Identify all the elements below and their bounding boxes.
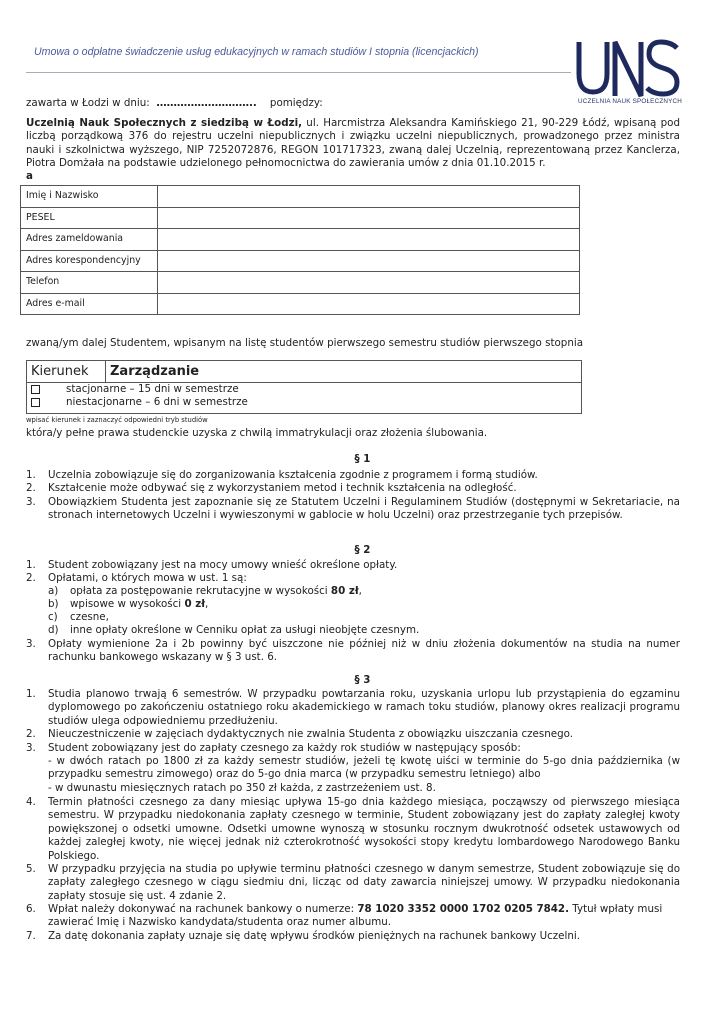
table-row: Adres korespondencyjny (21, 250, 580, 272)
date-line: zawarta w Łodzi w dniu: ……………………….. pomiędzy: (26, 97, 323, 109)
list-item: 2. Opłatami, o których mowa w ust. 1 są: (26, 572, 247, 584)
phone-field[interactable] (158, 272, 580, 294)
rights-line: która/y pełne prawa studenckie uzyska z chwilą immatrykulacji oraz złożenia ślubowania. (26, 427, 488, 439)
section-3-title: § 3 (354, 674, 371, 686)
list-item: - w dwóch ratach po 1800 zł za każdy semestr studiów, jeżeli tę kwotę uiści w terminie do 5-go dnia października (w przypadku semestru zimowego) oraz do 5-go dnia marca (w przypadku semestru letniego) albo (48, 755, 680, 781)
student-data-table (20, 185, 580, 315)
registered-address-field[interactable] (158, 229, 580, 251)
list-item: c) czesne, (48, 611, 109, 623)
section-1-title: § 1 (354, 453, 371, 465)
checkbox-icon[interactable] (31, 385, 40, 394)
and-conjunction: a (26, 170, 33, 182)
section-2-title: § 2 (354, 544, 371, 556)
list-item: 1. Student zobowiązany jest na mocy umowy wnieść określone opłaty. (26, 559, 398, 571)
correspondence-address-field[interactable] (158, 250, 580, 272)
list-item: 3. Student zobowiązany jest do zapłaty czesnego za każdy rok studiów w następujący sposób: (26, 742, 521, 754)
list-item: 3. Obowiązkiem Studenta jest zapoznanie się ze Statutem Uczelni i Regulaminem Studiów (dostępnymi w Sekretariacie, na stronach internetowych Uczelni i wywieszonymi w gablocie w holu Uczelni) oraz przestrzeganie tych przepisów. (26, 496, 680, 522)
list-item: b) wpisowe w wysokości 0 zł, (48, 598, 209, 610)
list-item: 2. Kształcenie może odbywać się z wykorzystaniem metod i technik kształcenia na odległość. (26, 482, 517, 494)
document-header-title: Umowa o odpłatne świadczenie usług edukacyjnych w ramach studiów I stopnia (licencjackich) (34, 46, 479, 58)
email-field[interactable] (158, 293, 580, 315)
list-item: 4. Termin płatności czesnego za dany miesiąc upływa 15-go dnia każdego miesiąca, począwszy od pierwszego miesiąca semestru. W przypadku niedokonania zapłaty czesnego w terminie, Student zobowiązany jest do zapłaty zaległej kwoty powiększonej o odsetki umowne. Odsetki umowne wynoszą w stosunku rocznym dwukrotność odsetek ustawowych od każdej zaległej kwoty, nie więcej jednak niż czterokrotność wysokości stopy kredytu lombardowego Narodowego Banku Polskiego. (26, 796, 680, 862)
table-row: Adres zameldowania (21, 229, 580, 251)
list-item: 7. Za datę dokonania zapłaty uznaje się datę wpływu środków pieniężnych na rachunek bankowy Uczelni. (26, 930, 581, 942)
table-row: Adres e-mail (21, 293, 580, 315)
list-item: 3. Opłaty wymienione 2a i 2b powinny być uiszczone nie później niż w dniu złożenia dokumentów na studia na numer rachunku bankowego wskazany w § 3 ust. 6. (26, 638, 680, 664)
list-item: d) inne opłaty określone w Cenniku opłat za usługi nieobjęte czesnym. (48, 624, 420, 636)
kierunek-box (26, 360, 582, 414)
option-stacjonarne[interactable]: stacjonarne – 15 dni w semestrze (31, 383, 239, 396)
pesel-field[interactable] (158, 207, 580, 229)
name-field[interactable] (158, 186, 580, 208)
kierunek-label: Kierunek (27, 361, 106, 383)
student-line: zwaną/ym dalej Studentem, wpisanym na listę studentów pierwszego semestru studiów pierwszego stopnia (26, 337, 584, 349)
list-item: 6. Wpłat należy dokonywać na rachunek bankowy o numerze: 78 1020 3352 0000 1702 0205 7842. Tytuł wpłaty musi zawierać Imię i Nazwisko kandydata/studenta oraz numer albumu. (26, 903, 663, 929)
list-item: 5. W przypadku przyjęcia na studia po upływie terminu płatności czesnego w danym semestrze, Student zobowiązuje się do zapłaty zaległego czesnego w ciągu siedmiu dni, licząc od daty zawarcia niniejszej umowy. W przypadku niedokonania zapłaty stosuje się ust. 4 zdanie 2. (26, 863, 680, 902)
list-item: 1. Studia planowo trwają 6 semestrów. W przypadku powtarzania roku, uzyskania urlopu lub przystąpienia do egzaminu dyplomowego po zakończeniu ostatniego roku akademickiego w ramach toku studiów, planowy okres realizacji programu studiów ulega odpowiedniemu przedłużeniu. (26, 688, 680, 727)
table-row: Imię i Nazwisko (21, 186, 580, 208)
option-niestacjonarne[interactable]: niestacjonarne – 6 dni w semestrze (31, 396, 248, 409)
list-item: a) opłata za postępowanie rekrutacyjne w wysokości 80 zł, (48, 585, 362, 597)
list-item: 1. Uczelnia zobowiązuje się do zorganizowania kształcenia zgodnie z programem i formą studiów. (26, 469, 538, 481)
party-paragraph: Uczelnią Nauk Społecznych z siedzibą w Łodzi, ul. Harcmistrza Aleksandra Kamińskiego 21, 90-229 Łódź, wpisaną pod liczbą porządkową 376 do rejestru uczelni niepublicznych i związku uczelni niepublicznych, prowadzonego przez ministra nauki i szkolnictwa wyższego, NIP 7252072876, REGON 101717323, zwaną dalej Uczelnią, reprezentowaną przez Kanclerza, Piotra Domżała na podstawie udzielonego pełnomocnictwa do zawierania umów z dnia 01.10.2015 r. (26, 117, 680, 170)
checkbox-icon[interactable] (31, 398, 40, 407)
kierunek-note: wpisać kierunek i zaznaczyć odpowiedni tryb studiów (26, 416, 208, 424)
table-row: Telefon (21, 272, 580, 294)
header-divider (26, 72, 571, 73)
table-row: PESEL (21, 207, 580, 229)
list-item: - w dwunastu miesięcznych ratach po 350 zł każda, z zastrzeżeniem ust. 8. (48, 782, 436, 794)
list-item: 2. Nieuczestniczenie w zajęciach dydaktycznych nie zwalnia Studenta z obowiązku uiszczania czesnego. (26, 728, 574, 740)
logo-subtitle: UCZELNIA NAUK SPOŁECZNYCH (578, 98, 683, 105)
kierunek-value: Zarządzanie (106, 361, 581, 383)
